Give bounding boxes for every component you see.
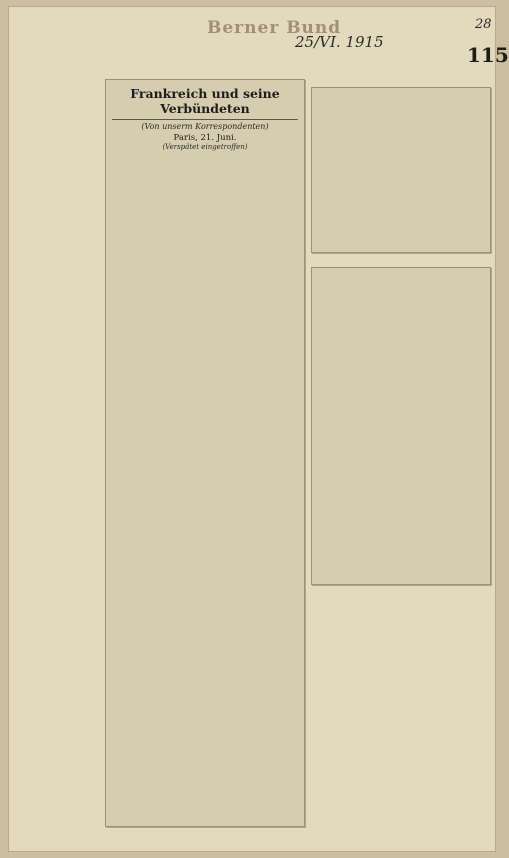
page-number: 115	[467, 43, 509, 67]
corner-number: 28	[475, 17, 492, 32]
clipping-right-top	[311, 87, 491, 253]
clipping-left-column	[105, 79, 305, 827]
handwritten-date: 25/VI. 1915	[295, 33, 384, 51]
archive-stamp: Berner Bund	[207, 18, 342, 38]
article-byline: (Von unserm Korrespondenten)	[141, 122, 269, 131]
archive-sheet	[8, 6, 509, 852]
clipping-right-bottom	[311, 267, 491, 585]
article-note: (Verspätet eingetroffen)	[162, 143, 248, 151]
article-dateline: Paris, 21. Juni.	[173, 133, 237, 143]
article-headline: Frankreich und seine Verbündeten	[112, 86, 298, 120]
